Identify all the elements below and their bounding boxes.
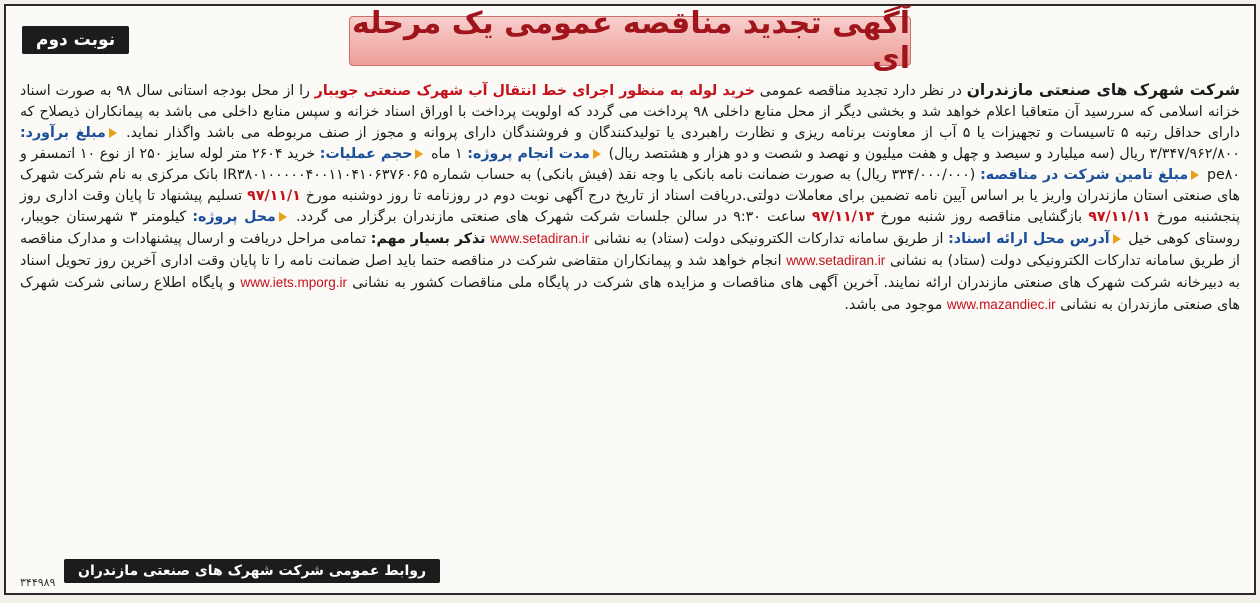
closing-text: موجود می باشد.	[844, 297, 943, 313]
bullet-icon	[279, 212, 287, 222]
portal-text: و پایگاه اطلاع رسانی شرکت شهرک های صنعتی مازندران به نشانی	[20, 275, 1240, 313]
notice-text	[20, 80, 1240, 316]
submit-deadline-date: ۹۷/۱۱/۱۱	[1088, 209, 1151, 225]
guarantee-value: (۳۳۴/۰۰۰/۰۰۰ ریال) به صورت ضمانت نامه بانکی یا وجه نقد (فیش بانکی) به حساب شماره IR۳۸۰۱۰۰۰۰۰۴۰۰۱۱۰۴۱۰۶۳۷۶۰۶۵ بانک مرکزی به نام شرکت شهرک های صنعتی استان مازندران واریز یا بر اساس آیین نامه تضمین برای معاملات دولتی.دریافت اسناد از تاریخ درج آگهی نوبت دوم در روزنامه تا روز دوشنبه مورخ	[20, 167, 1241, 204]
bullet-icon	[109, 128, 117, 138]
notice-title: آگهی تجدید مناقصه عمومی یک مرحله ای	[349, 16, 911, 66]
ad-code: ۳۴۴۹۸۹	[20, 576, 56, 589]
estimate-label: مبلغ برآورد:	[20, 125, 106, 141]
tender-subject: خرید لوله به منظور اجرای خط انتقال آب شهرک صنعتی جویبار	[314, 83, 755, 99]
company-name: شرکت شهرک های صنعتی مازندران	[966, 81, 1241, 99]
location-label: محل پروژه:	[192, 209, 276, 225]
guarantee-label: مبلغ تامین شرکت در مناقصه:	[980, 167, 1189, 183]
tender-notice	[4, 4, 1256, 595]
note-tail: انجام خواهد شد و پیمانکاران متقاضی شرکت در مناقصه حتما باید اصل ضمانت نامه را تا پایان وقت اداری آخرین روز تحویل اسناد به دبیرخانه شرکت شهرک های صنعتی مازندران ارائه نمایند. آخرین آگهی های مناقصات و مزایده های شرکت در پایگاه ملی مناقصات کشور به نشانی	[20, 253, 1240, 291]
docs-deadline-date: ۹۷/۱۱/۱	[247, 188, 301, 204]
notice-header	[10, 6, 1250, 76]
note-value: تمامی مراحل دریافت و ارسال پیشنهادات و مدارک مناقصه از طریق سامانه تدارکات الکترونیکی دولت (ستاد) به نشانی	[20, 231, 1240, 269]
opening-text: بازگشایی مناقصه روز شنبه مورخ	[880, 209, 1083, 225]
setad-link[interactable]: www.setadiran.ir	[490, 231, 590, 246]
bullet-icon	[593, 149, 601, 159]
edition-badge: نوبت دوم	[22, 26, 129, 54]
funding-text: را از محل بودجه استانی سال ۹۸ به صورت اسناد خزانه اسلامی که سررسید آن متعاقبا اعلام خواهد شد و بخشی دیگر از محل منابع داخلی ۹۸ پرداخت می گردد که اولویت پرداخت با اوراق اسناد خزانه و سپس منابع داخلی می باشد به پیمانکاران ذیصلاح که دارای حداقل رتبه ۵ تاسیسات و تجهیزات یا ۵ آب از معاونت برنامه ریزی و نظارت راهبردی یا تولیدکنندگان و فروشندگان دارای پروانه و مجوز از صنف مربوطه می باشد واگذار نماید.	[20, 83, 1240, 141]
setad-link-2[interactable]: www.setadiran.ir	[786, 253, 886, 268]
iets-link[interactable]: www.iets.mporg.ir	[240, 275, 348, 290]
address-value: از طریق سامانه تدارکات الکترونیکی دولت (ستاد) به نشانی	[593, 231, 944, 247]
location-value: کیلومتر ۳ شهرستان جویبار، روستای کوهی خیل	[20, 209, 1240, 247]
bullet-icon	[1113, 234, 1121, 244]
opening-tail: ساعت ۹:۳۰ در سالن جلسات شرکت شهرک های صنعتی مازندران برگزار می گردد.	[295, 209, 806, 225]
bullet-icon	[1191, 170, 1199, 180]
volume-label: حجم عملیات:	[319, 146, 413, 162]
submit-text: تسلیم پیشنهاد تا پایان وقت اداری روز پنجشنبه مورخ	[20, 188, 1241, 225]
notice-body	[20, 80, 1240, 316]
intro-text: در نظر دارد تجدید مناقصه عمومی	[759, 83, 962, 99]
duration-value: ۱ ماه	[431, 146, 463, 162]
bullet-icon	[415, 149, 423, 159]
mazandiec-link[interactable]: www.mazandiec.ir	[946, 297, 1056, 312]
volume-value: خرید ۲۶۰۴ متر لوله سایز ۲۵۰ از نوع ۱۰ اتمسفر و pe۸۰	[20, 146, 1240, 183]
address-label: آدرس محل ارائه اسناد:	[948, 231, 1110, 247]
opening-date: ۹۷/۱۱/۱۳	[811, 209, 875, 225]
estimate-value: ۳/۳۴۷/۹۶۲/۸۰۰ ریال (سه میلیارد و سیصد و چهل و هفت میلیون و نهصد و شصت و دو هزار و هشتصد ریال)	[608, 146, 1241, 162]
note-label: تذکر بسیار مهم:	[370, 231, 486, 247]
signature-badge: روابط عمومی شرکت شهرک های صنعتی مازندران	[64, 559, 440, 583]
duration-label: مدت انجام پروژه:	[467, 146, 590, 162]
